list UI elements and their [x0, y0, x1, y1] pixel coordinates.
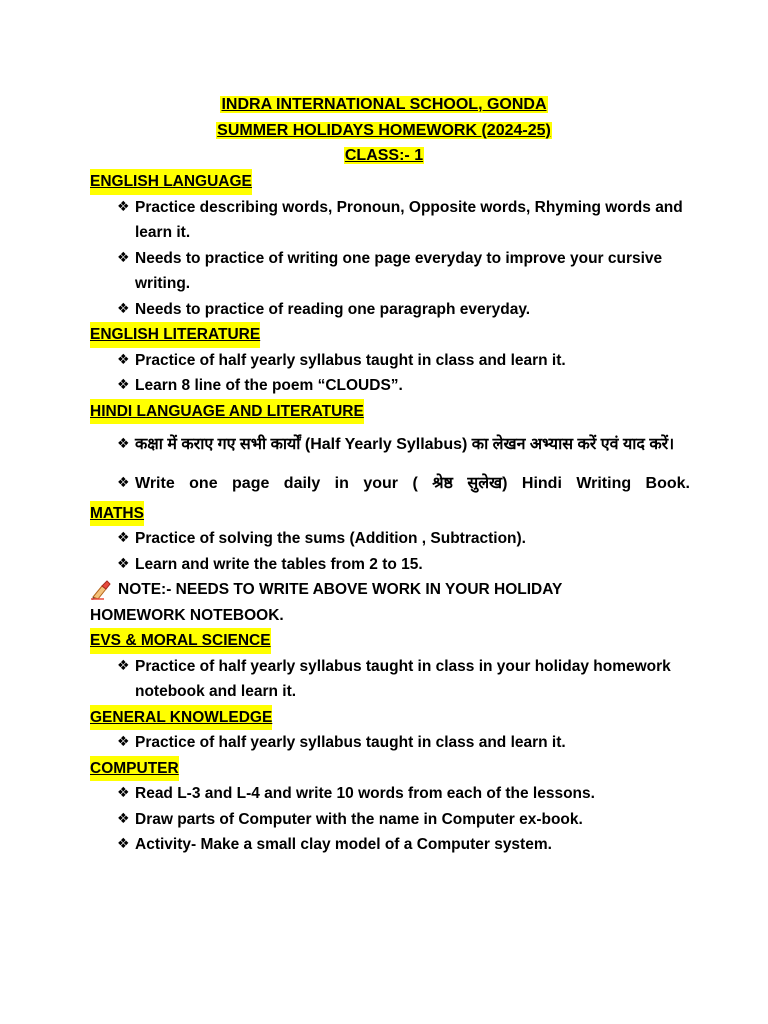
section-heading-gk: [90, 705, 690, 731]
item-text: कक्षा में कराए गए सभी कार्यों (Half Yearly Syllabus) का लेखन अभ्यास करें एवं याद करें।: [135, 436, 675, 453]
note-line2: HOMEWORK NOTEBOOK.: [90, 606, 284, 624]
heading-text: COMPUTER: [90, 756, 179, 782]
diamond-bullet-icon: ❖: [117, 377, 130, 393]
gk-list: [90, 730, 690, 756]
english-literature-list: [90, 348, 690, 399]
hindi-list: [90, 424, 690, 501]
list-item: [90, 654, 690, 705]
school-name: INDRA INTERNATIONAL SCHOOL, GONDA: [221, 96, 547, 113]
item-text: Practice of half yearly syllabus taught in class and learn it.: [135, 734, 566, 751]
diamond-bullet-icon: ❖: [117, 198, 130, 215]
list-item: [90, 348, 690, 374]
heading-text: GENERAL KNOWLEDGE: [90, 705, 272, 731]
diamond-bullet-icon: ❖: [117, 436, 130, 452]
item-text: Practice of half yearly syllabus taught in class and learn it.: [135, 351, 566, 369]
item-text: Learn and write the tables from 2 to 15.: [135, 555, 423, 573]
homework-title-line: [0, 118, 768, 144]
list-item: [90, 807, 690, 833]
diamond-bullet-icon: ❖: [117, 300, 130, 317]
section-heading-english-literature: [90, 322, 690, 348]
heading-text: HINDI LANGUAGE AND LITERATURE: [90, 399, 364, 425]
section-heading-evs: [90, 628, 690, 654]
diamond-bullet-icon: ❖: [117, 249, 130, 266]
heading-text: ENGLISH LANGUAGE: [90, 169, 252, 195]
section-heading-maths: [90, 501, 690, 527]
list-item: [90, 424, 690, 465]
diamond-bullet-icon: ❖: [117, 810, 130, 827]
computer-list: [90, 781, 690, 858]
note-block: [90, 577, 690, 603]
list-item: [90, 195, 690, 246]
item-text: Needs to practice of reading one paragraph everyday.: [135, 300, 531, 318]
list-item: [90, 552, 690, 578]
diamond-bullet-icon: ❖: [117, 555, 130, 572]
document-header: [0, 92, 768, 169]
list-item: [90, 781, 690, 807]
list-item: [90, 246, 690, 297]
item-text: Activity- Make a small clay model of a Computer system.: [135, 836, 552, 853]
diamond-bullet-icon: ❖: [117, 734, 130, 750]
diamond-bullet-icon: ❖: [117, 785, 130, 801]
list-item: [90, 297, 690, 323]
note-line1: NOTE:- NEEDS TO WRITE ABOVE WORK IN YOUR HOLIDAY: [118, 581, 563, 598]
heading-text: EVS & MORAL SCIENCE: [90, 628, 271, 654]
class-label: CLASS:- 1: [344, 147, 424, 164]
list-item: [90, 373, 690, 399]
item-text: Needs to practice of writing one page everyday to improve your cursive writing.: [135, 249, 663, 292]
item-text: Practice describing words, Pronoun, Opposite words, Rhyming words and learn it.: [135, 198, 683, 241]
class-line: [0, 143, 768, 169]
diamond-bullet-icon: ❖: [117, 351, 130, 368]
item-text: Practice of half yearly syllabus taught in class in your holiday homework notebook and learn it.: [135, 657, 671, 700]
homework-title: SUMMER HOLIDAYS HOMEWORK (2024-25): [217, 121, 551, 139]
item-text: Write one page daily in your ( श्रेष्ठ सुलेख) Hindi Writing Book.: [135, 475, 690, 492]
item-text: Learn 8 line of the poem “CLOUDS”.: [135, 377, 403, 394]
heading-text: ENGLISH LITERATURE: [90, 322, 260, 348]
section-heading-computer: [90, 756, 690, 782]
heading-text: MATHS: [90, 501, 144, 527]
list-item: [90, 465, 690, 501]
list-item: [90, 526, 690, 552]
item-text: Draw parts of Computer with the name in Computer ex-book.: [135, 810, 583, 828]
writing-hand-icon: [90, 580, 112, 600]
school-name-line: [0, 92, 768, 118]
diamond-bullet-icon: ❖: [117, 836, 130, 852]
maths-list: [90, 526, 690, 577]
evs-list: [90, 654, 690, 705]
section-heading-hindi: [90, 399, 690, 425]
item-text: Read L-3 and L-4 and write 10 words from each of the lessons.: [135, 785, 595, 802]
section-heading-english-language: [90, 169, 690, 195]
list-item: [90, 832, 690, 858]
diamond-bullet-icon: ❖: [117, 475, 130, 491]
homework-content: [90, 169, 690, 858]
english-language-list: [90, 195, 690, 323]
list-item: [90, 730, 690, 756]
diamond-bullet-icon: ❖: [117, 657, 130, 674]
item-text: Practice of solving the sums (Addition , Subtraction).: [135, 530, 526, 547]
diamond-bullet-icon: ❖: [117, 530, 130, 546]
